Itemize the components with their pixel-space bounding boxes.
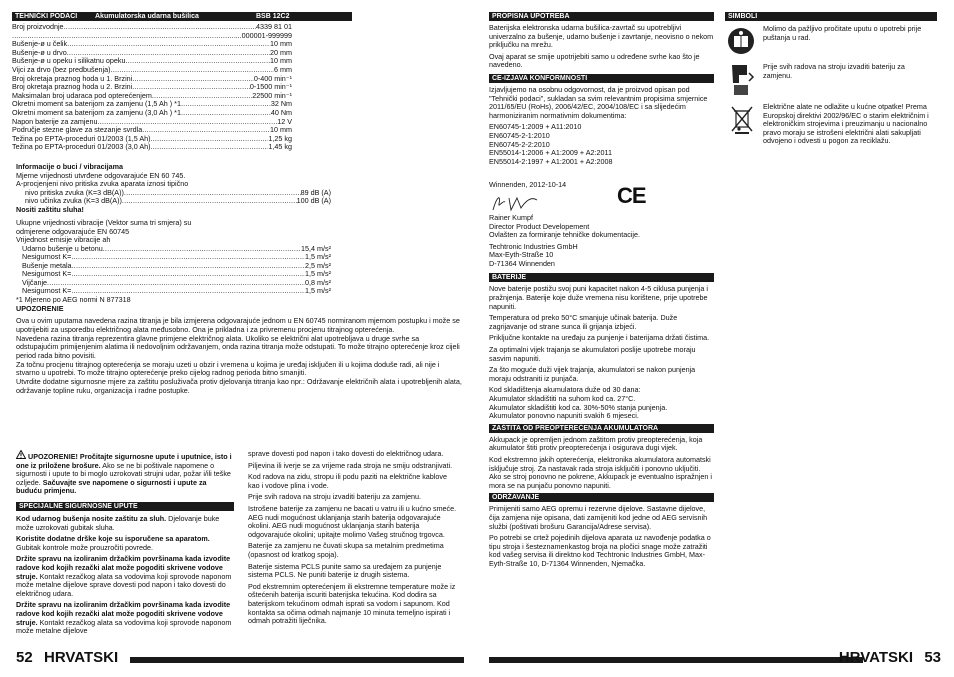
vibration-row-label: Nesigurnost K= xyxy=(22,252,72,261)
dot-leader xyxy=(122,197,297,206)
spec-row-label: Bušenje-ø u drvo xyxy=(12,47,67,57)
upozorenie-title: UPOZORENIE xyxy=(16,304,64,313)
zastita-list xyxy=(489,436,714,491)
ce-signer-line: Rainer Kumpf xyxy=(489,212,533,222)
spec-row-value: 20 mm xyxy=(270,47,292,57)
dot-leader xyxy=(67,40,270,49)
special-safety-bold: Držite spravu na izoliranim držačkim površinama kada izvodite radove kod kojih rezački alat može pogoditi skrivene vodove struje. xyxy=(16,554,231,581)
dot-leader xyxy=(64,23,256,32)
battery-paragraph: Kod skladištenja akumulatora duže od 30 dana: Akumulator skladištiti na suhom kod ca. 27°C. Akumulator skladištiti kod ca. 30%-50% stanja punjenja. Akumulator ponovno napuniti svakih 6 mjeseci. xyxy=(489,385,668,421)
spec-row-value: 10 mm xyxy=(270,56,292,66)
footer-rule-right xyxy=(489,657,863,663)
safety-paragraph: sprave dovesti pod napon i tako dovesti do električnog udara. xyxy=(248,449,444,458)
special-safety-text: Gubitak kontrole može prouzročiti povrede. xyxy=(16,542,154,552)
spec-row-label: Bušenje-ø u čelik xyxy=(12,39,68,49)
battery-paragraph: Za što moguće duži vijek trajanja, akumulatori se nakon punjenja moraju odstraniti iz punjača. xyxy=(489,365,696,383)
warning-text: Ako se ne bi poštivale napomene o sigurnosti i upute to bi moglo uzrokovati strujni udar, požar i/ili teške ozljede. xyxy=(16,460,231,487)
vibration-row-value: 1,5 m/s² xyxy=(305,269,331,278)
warning-box xyxy=(16,450,234,496)
ce-norms xyxy=(489,123,714,166)
tech-header-title: TEHNIČKI PODACI xyxy=(15,13,78,20)
odrzavanje-list xyxy=(489,505,714,568)
dot-leader xyxy=(181,100,271,109)
spec-row-label: Broj okretaja praznog hoda u 2. Brzini xyxy=(12,82,133,92)
page-number-left: 52 xyxy=(16,649,33,666)
vib-note: *1 Mjereno po AEG normi N 877318 xyxy=(16,294,131,304)
simboli-header xyxy=(725,12,937,21)
noise-vibration-section xyxy=(16,163,331,304)
safety-paragraph: Istrošene baterije za zamjenu ne bacati u vatru ili u kućno smeće. AEG nudi mogućnost uklanjanja starih baterija odgovarajuće okolini. AEG nudi mogućnost uklanjanja starih baterija odgovarajuće okolini; upitajte molimo Vašeg stručnog trgovca. xyxy=(248,503,457,539)
tech-data-header xyxy=(12,12,352,21)
right-col-main xyxy=(489,12,714,572)
spec-row-label: Broj proizvodnje xyxy=(12,22,64,31)
battery-paragraph: Za optimalni vijek trajanja se akumulatori poslije upotrebe moraju sasvim napuniti. xyxy=(489,345,696,363)
ce-header xyxy=(489,74,714,83)
safety-paragraph: Kod radova na zidu, stropu ili podu paziti na električne kablove kao i vodove plina i vode. xyxy=(248,472,447,490)
footer-left xyxy=(16,648,464,668)
read-manual-icon xyxy=(727,27,755,55)
noise-row-value: 89 dB (A) xyxy=(300,187,331,197)
zastita-header xyxy=(489,424,714,433)
footer-right xyxy=(489,648,941,668)
special-safety-text: Kontakt rezačkog alata sa vodovima koji sprovode naponom može metalne dijelove xyxy=(16,617,232,636)
tech-header-product: Akumulatorska udarna bušilica xyxy=(95,13,199,20)
safety-paragraph: Prije svih radova na stroju izvaditi bateriju za zamjenu. xyxy=(248,492,421,502)
special-safety-header xyxy=(16,502,234,511)
dot-leader xyxy=(125,57,270,66)
spec-row-value: 40 Nm xyxy=(270,107,292,117)
spec-row-value: 0-400 min⁻¹ xyxy=(253,73,292,83)
spec-row-value: 10 mm xyxy=(270,39,292,49)
symbol-remove-battery xyxy=(725,61,937,103)
spec-row-value: 22500 min⁻¹ xyxy=(252,90,292,100)
noise-rows xyxy=(16,189,331,206)
vibration-row-value: 1,5 m/s² xyxy=(305,252,331,261)
safety-paragraph: Baterije sistema PCLS punite samo sa uređajem za punjenje sistema PCLS. Ne puniti baterije iz drugih sistema. xyxy=(248,561,442,580)
spec-row-label: Maksimalan broj udaraca pod opterećenjem xyxy=(12,90,152,100)
ce-title: CE-IZJAVA KONFORMNOSTI xyxy=(492,74,588,82)
dot-leader xyxy=(151,135,269,144)
spec-row-value: 10 mm xyxy=(270,125,292,135)
vibration-row-value: 1,5 m/s² xyxy=(305,286,331,295)
vibration-row-label: Udarno bušenje u betonu xyxy=(22,243,103,253)
safety-paragraph: Pod ekstremnim opterećenjem ili ekstremne temperature može iz oštećenih baterija iscuriti baterijska tekućina. Kod dodira sa baterijskom tekućinom odmah isprati sa vodom i sapunom. Kod kontakta sa očima odmah najmanje 10 minuta temeljno ispirati i odmah potražiti liječnika. xyxy=(248,581,456,626)
spec-row-value: 4339 81 01 xyxy=(256,22,292,31)
battery-paragraph: Temperatura od preko 50°C smanjuje učinak baterija. Duže zagrijavanje od strane sunca ili grijanja izbjeći. xyxy=(489,313,678,331)
noise-row-value: 100 dB (A) xyxy=(296,196,331,205)
ce-norm: EN60745-2-2:2010 xyxy=(489,139,550,149)
maintenance-paragraph: Primijeniti samo AEG opremu i rezervne dijelove. Sastavne dijelove, čija zamjena nije opisana, dati zamijeniti kod jedne od AEG servisnih službi (poštivati brošuru Garancija/Adrese servisa). xyxy=(489,504,708,531)
special-safety-text: Kontakt rezačkog alata sa vodovima koji sprovode naponom može metalne dijelove sprave dovesti pod napon i tako dovesti do električnog udara. xyxy=(16,571,232,598)
odrzavanje-header xyxy=(489,493,714,502)
ce-norm: EN55014-1:2006 + A1:2009 + A2:2011 xyxy=(489,148,612,158)
tech-data-section xyxy=(12,12,352,152)
ce-norm: EN60745-2-1:2010 xyxy=(489,130,550,140)
ce-address-line: Max-Eyth-Straße 10 xyxy=(489,250,554,260)
spec-row-label: Napon baterije za zamjenu xyxy=(12,116,98,126)
dot-leader xyxy=(124,189,301,198)
page-right xyxy=(477,0,954,677)
special-safety-title: SPECIJALNE SIGURNOSNE UPUTE xyxy=(19,502,138,510)
spec-row-value: 0-1500 min⁻¹ xyxy=(249,82,292,92)
ce-address-line: Techtronic Industries GmbH xyxy=(489,241,578,251)
maintenance-paragraph: Po potrebi se crtež pojedinih dijelova aparata uz navođenje podatka o tipu stroja i šesteznamenkastog broja na pločici snage može zatražiti kod vašeg servisa ili direktno kod Techtronic Industries GmbH, Max-Eyth-Straße 10, D-71364 Winnenden, Njemačka. xyxy=(489,533,711,568)
noise-line: A-procjenjeni nivo pritiska zvuka aparata iznosi tipično xyxy=(16,179,189,188)
baterije-header xyxy=(489,273,714,282)
special-safety-list xyxy=(16,515,234,636)
battery-paragraph: Priključne kontakte na uređaju za punjenje i baterijama držati čistima. xyxy=(489,333,710,343)
tech-header-model: BSB 12C2 xyxy=(256,13,290,20)
vibration-row-value: 0,8 m/s² xyxy=(305,277,331,287)
vib-line: odmjerene odgovarajuće EN 60745 xyxy=(16,226,130,236)
simboli-title: SIMBOLI xyxy=(728,13,758,20)
ce-place-date: Winnenden, 2012-10-14 xyxy=(489,180,567,190)
spec-row-label: Vijci za drvo (bez predbušenja) xyxy=(12,64,111,74)
spec-row-label: Područje stezne glave za stezanje svrdla xyxy=(12,125,143,135)
dot-leader xyxy=(103,245,301,254)
zastita-title: ZAŠTITA OD PREOPTEREĆENJA AKUMULATORA xyxy=(492,424,659,432)
noise-row-label: nivo pritiska zvuka (K=3 dB(A)) xyxy=(25,187,124,197)
propisna-text: Baterijska elektronska udarna bušilica-zavrtač su upotrebljivi univerzalno za bušenje, udarno bušenje i zavrtanje, neovisno o nekom priključku na mrežu. xyxy=(489,23,714,50)
noise-warning: Nositi zaštitu sluha! xyxy=(16,204,84,214)
symbol-weee xyxy=(725,103,937,173)
propisna-text-2: Ovaj aparat se smije upotrijebiti samo u određene svrhe kao što je navedeno. xyxy=(489,51,700,70)
dot-leader xyxy=(72,262,305,271)
overload-paragraph: Akkupack je opremljen jednom zaštitom protiv preopterećenja, koja akumulator štiti protiv preopterećenja i osigurava dugi vijek. xyxy=(489,434,703,453)
vibration-rows xyxy=(16,245,331,296)
vibration-row xyxy=(22,270,331,279)
ce-address-line: D-71364 Winnenden xyxy=(489,258,555,268)
dot-leader xyxy=(181,109,271,118)
dot-leader xyxy=(71,253,305,262)
vibration-row-value: 2,5 m/s² xyxy=(305,260,331,270)
spec-row-label: Težina po EPTA-proceduri 01/2003 (3,0 Ah) xyxy=(12,142,151,152)
vib-line: Ukupne vrijednosti vibracije (Vektor suma tri smjera) su xyxy=(16,218,192,227)
symbol-text: Električne alate ne odlažite u kućne otpatke! Prema Europskoj direktivi 2002/96/EC o starim električnim i elektroničkim strojevima i preuzimanju u nacionalno pravo moraju se istrošeni električni alati sakupljati odvojeno i odvesti u pogon za reciklažu. xyxy=(763,102,929,146)
special-safety-text: Djelovanje buke može uzrokovati gubitak sluha. xyxy=(16,513,220,532)
spec-row xyxy=(12,143,292,152)
spec-row-label: Broj okretaja praznog hoda u 1. Brzini xyxy=(12,73,133,83)
odrzavanje-title: ODRŽAVANJE xyxy=(492,494,540,502)
dot-leader xyxy=(111,66,274,75)
upozorenie-text: Ova u ovim uputama navedena razina titranja je bila izmjerena odgovarajuće jednom u EN 60745 normiranom mjernom postupku i može se upotrijebiti za usporedbu električnog alata međusobno. Ona je prikladna i za privremenu procjenu titrajnog opterećenja. Navedena razina titranja reprezentira glavne primjene električnog alata. Ukoliko se električni alat upotrebljava u druge svrhe sa odstupajućim primijenjenim alatima ili nedovoljnim održavanjem, onda razina titranja može odstupati. To može titrajno opterećenje kroz cijeli period rada bitno povisiti. Za točnu procjenu titrajnog opterećenja se moraju uzeti u obzir i vremena u kojima je uređaj isključen ili u kojima doduše radi, ali nije i stvarno u upotrebi. To može titrajno opterećenje preko cijelog radnog perioda bitno smanjiti. Utvrdite dodatne sigurnosne mjere za zaštitu posluživača protiv djelovanja titranja kao npr.: Održavanje električnih alata i upotrebljenih alata, održavanje topline ruku, organizacija i radne postupke. xyxy=(16,316,462,395)
vibration-row-label: Vijčanje xyxy=(22,277,48,287)
footer-rule-left xyxy=(130,657,464,663)
ce-text: Izjavljujemo na osobnu odgovornost, da je proizvod opisan pod "Tehnički podaci", sukladan sa svim relevantnim propisima smjernice 2011/65/EU (RoHs), 2006/42/EC, 2004/108/EC i sa slijedećim harmoniziranim normativnim dokumentima: xyxy=(489,84,708,120)
signature-icon xyxy=(491,192,551,214)
dot-leader xyxy=(142,126,270,135)
spec-row-value: 1,25 kg xyxy=(268,133,292,143)
warning-bold: UPOZORENIE! Pročitajte sigurnosne upute i uputnice, isto i one iz priložene brošure. xyxy=(16,452,232,470)
symbol-read-manual xyxy=(725,25,937,61)
ce-signer-line: Director Product Developement xyxy=(489,221,590,231)
spec-row-value: ...000001-999999 xyxy=(235,30,292,40)
spec-row-label: Težina po EPTA-proceduri 01/2003 (1,5 Ah) xyxy=(12,133,151,143)
noise-row-label: nivo učinka zvuka (K=3 dB(A)) xyxy=(25,196,122,205)
vib-line: Vrijednost emisije vibracije ah xyxy=(16,235,111,244)
dot-leader xyxy=(151,143,269,152)
dot-leader xyxy=(47,279,305,288)
dot-leader xyxy=(132,75,254,84)
left-col-middle xyxy=(248,450,460,629)
special-safety-bold: Kod udarnog bušenja nosite zaštitu za sluh. xyxy=(16,513,167,523)
baterije-list xyxy=(489,285,714,420)
spec-row-label: Okretni moment sa baterijom za zamjenu (3,0 Ah ) *1 xyxy=(12,107,181,117)
vibration-row-label: Bušenje metala xyxy=(22,260,72,270)
dot-leader xyxy=(71,270,305,279)
symbol-text: Molimo da pažljivo pročitate uputu o upotrebi prije puštanja u rad. xyxy=(763,24,922,42)
vibration-row-value: 15,4 m/s² xyxy=(301,243,331,253)
special-safety-bold: Koristite dodatne drške koje su isporučene sa aparatom. xyxy=(16,534,210,544)
spec-row-value: 32 Nm xyxy=(270,99,292,109)
remove-battery-icon xyxy=(729,63,755,97)
symbol-text: Prije svih radova na stroju izvaditi bateriju za zamjenu. xyxy=(763,62,905,80)
spec-row-label: Okretni moment sa baterijom za zamjenu (1,5 Ah ) *1 xyxy=(12,99,181,109)
left-col-safety xyxy=(16,450,234,639)
ce-signer-line: Ovlašten za formiranje tehničke dokumentacije. xyxy=(489,230,641,240)
safety-paragraph: Piljevina ili iverje se za vrijeme rada stroja ne smiju odstranjivati. xyxy=(248,460,453,470)
right-col-symbols xyxy=(725,12,937,173)
footer-language-left: HRVATSKI xyxy=(44,649,119,666)
vibration-row-label: Nesigurnost K= xyxy=(22,286,72,295)
warning-bold-keep: Sačuvajte sve napomene o sigurnosti i upute za buduću primjenu. xyxy=(16,477,207,496)
propisna-title: PROPISNA UPOTREBA xyxy=(492,13,570,20)
special-safety-item xyxy=(16,601,234,635)
overload-paragraph: Kod ekstremno jakih opterećenja, elektronika akumulatora automatski isključuje stroj. Za nastavak rada stroja isključiti i ponovno uključiti. Ako se stroj ponovno ne pokrene, Akkupack je eventualno ispražnjen i mora se na punjaču ponovno napuniti. xyxy=(489,454,712,490)
ce-mark: CE xyxy=(617,182,646,208)
page-number-right: 53 xyxy=(924,649,941,666)
ce-signer xyxy=(489,214,714,240)
ce-norm: EN55014-2:1997 + A1:2001 + A2:2008 xyxy=(489,156,613,166)
battery-paragraph: Nove baterije postižu svoj puni kapacitet nakon 4-5 ciklusa punjenja i pražnjenja. Baterije koje duže vremena nisu korištene, prije upotrebe napuniti. xyxy=(489,284,708,311)
ce-address xyxy=(489,243,714,269)
weee-bin-icon xyxy=(730,105,754,135)
special-safety-item xyxy=(16,515,234,532)
spec-row-value: 1,45 kg xyxy=(268,142,292,152)
spec-row-value: 12 V xyxy=(277,116,292,126)
special-safety-item xyxy=(16,555,234,598)
vibration-row-label: Nesigurnost K= xyxy=(22,269,72,278)
baterije-title: BATERIJE xyxy=(492,274,527,282)
spec-row-value: 6 mm xyxy=(274,64,292,74)
footer-language-right: HRVATSKI xyxy=(838,649,913,666)
special-safety-item xyxy=(16,535,234,552)
special-safety-bold: Držite spravu na izoliranim držačkim površinama kada izvodite radove kod kojih rezački alat može pogoditi skrivene vodove struje. xyxy=(16,600,231,627)
propisna-header xyxy=(489,12,714,21)
upozorenie-section xyxy=(16,304,462,396)
spec-row-label: Bušenje-ø u opeku i silikatnu opeku xyxy=(12,56,126,66)
noise-line: Mjerne vrijednosti utvrđene odgovarajuće EN 60 745. xyxy=(16,170,186,180)
noise-title: Informacije o buci / vibracijama xyxy=(16,162,124,171)
spec-list xyxy=(12,23,292,152)
safety-paragraph: Baterije za zamjenu ne čuvati skupa sa metalnim predmetima (opasnost od kratkog spoja). xyxy=(248,541,444,559)
safety-paragraphs xyxy=(248,450,460,626)
ce-norm: EN60745-1:2009 + A11:2010 xyxy=(489,122,582,132)
